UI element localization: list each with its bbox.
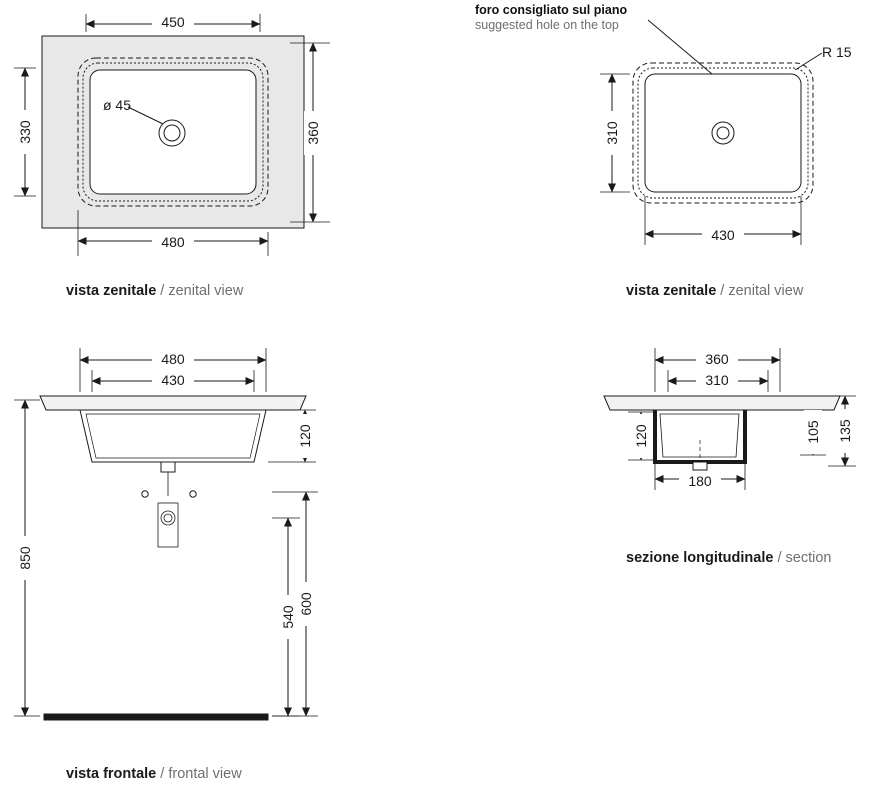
dim-330: 330 [17, 120, 33, 144]
caption-top-left-view [66, 283, 243, 299]
dim-310-left: 310 [604, 121, 620, 145]
dim-radius: R 15 [822, 44, 852, 60]
caption-section-view [626, 550, 831, 566]
dim-430-top: 430 [711, 227, 735, 243]
dim-105: 105 [805, 420, 821, 444]
caption-front-sep: / [156, 766, 169, 782]
view-top-right [600, 20, 822, 245]
suggested-hole-note [475, 3, 627, 33]
caption-front-en: frontal view [168, 766, 242, 782]
caption-top-right-view [626, 283, 803, 299]
dim-135: 135 [837, 419, 853, 443]
caption-top-right-sep: / [716, 283, 729, 299]
dim-360-section: 360 [705, 351, 729, 367]
caption-top-right-en: zenital view [728, 283, 804, 299]
suggested-hole-note-it: foro consigliato sul piano [475, 3, 628, 17]
dim-450: 450 [161, 14, 185, 30]
dim-430-front: 430 [161, 372, 185, 388]
caption-top-left-en: zenital view [168, 283, 244, 299]
caption-top-left-it: vista zenitale [66, 283, 157, 299]
view-top-left [14, 14, 330, 256]
dim-180: 180 [688, 473, 712, 489]
caption-section-sep: / [773, 550, 786, 566]
dim-600: 600 [298, 592, 314, 616]
dim-850: 850 [17, 546, 33, 570]
dim-120-front: 120 [297, 424, 313, 448]
caption-front-view [66, 766, 242, 782]
caption-front-it: vista frontale [66, 766, 157, 782]
caption-section-it: sezione longitudinale [626, 550, 774, 566]
view-front [14, 348, 318, 720]
caption-section-en: section [785, 550, 832, 566]
dim-360-right: 360 [305, 121, 321, 145]
caption-top-left-sep: / [156, 283, 169, 299]
dim-120-section: 120 [633, 424, 649, 448]
dim-hole-diameter: ø 45 [102, 97, 131, 113]
dim-480-top: 480 [161, 234, 185, 250]
dim-540: 540 [280, 605, 296, 629]
dim-480-front: 480 [161, 351, 185, 367]
suggested-hole-note-en: suggested hole on the top [475, 18, 619, 32]
caption-top-right-it: vista zenitale [626, 283, 717, 299]
dim-310-section: 310 [705, 372, 729, 388]
